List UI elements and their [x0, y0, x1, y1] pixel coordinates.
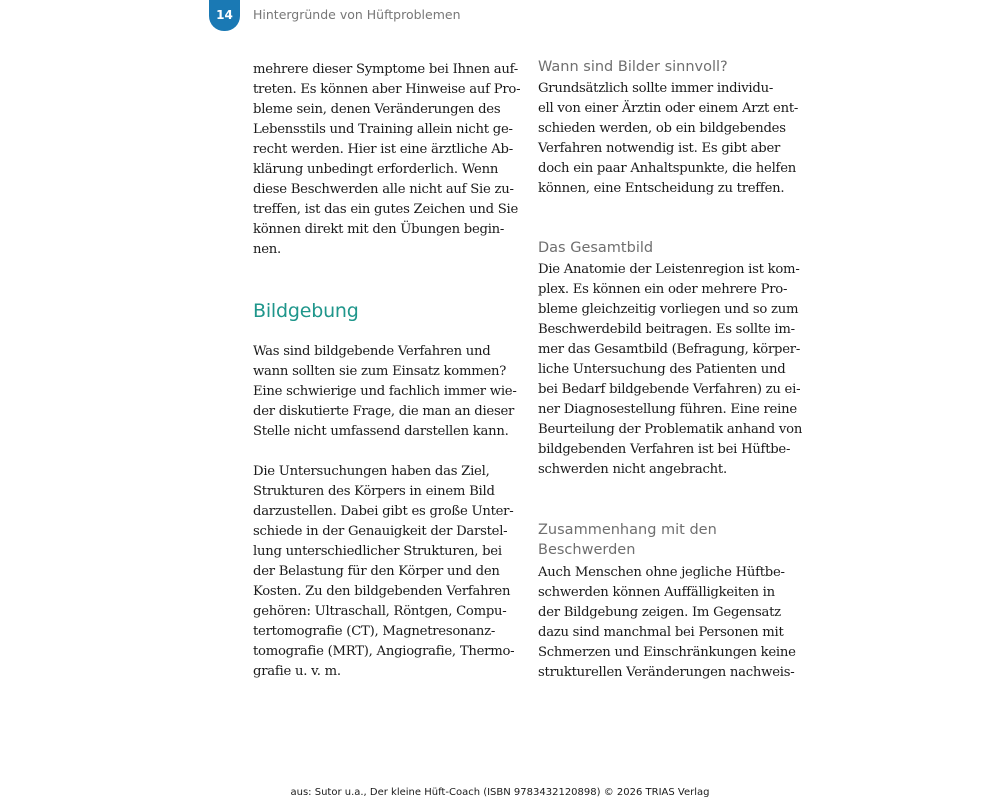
text-line: diese Beschwerden alle nicht auf Sie zu- — [253, 182, 514, 197]
text-line: plex. Es können ein oder mehrere Pro- — [538, 282, 788, 297]
text-line: klärung unbedingt erforderlich. Wenn — [253, 162, 499, 177]
text-line: Die Anatomie der Leistenregion ist kom- — [538, 262, 800, 277]
text-line: Strukturen des Körpers in einem Bild — [253, 484, 495, 499]
text-line: dazu sind manchmal bei Personen mit — [538, 625, 784, 640]
intro-paragraph — [253, 60, 520, 260]
text-line: wann sollten sie zum Einsatz kommen? — [253, 364, 507, 379]
text-line: recht werden. Hier ist eine ärztliche Ab- — [253, 142, 513, 157]
text-line: bleme sein, denen Veränderungen des — [253, 102, 501, 117]
text-line: nen. — [253, 242, 281, 257]
text-line: grafie u. v. m. — [253, 664, 341, 679]
text-line: strukturellen Veränderungen nachweis- — [538, 665, 795, 680]
text-line: treten. Es können aber Hinweise auf Pro- — [253, 82, 521, 97]
text-line: liche Untersuchung des Patienten und — [538, 362, 786, 377]
heading-line: Beschwerden — [538, 542, 636, 558]
text-line: Stelle nicht umfassend darstellen kann. — [253, 424, 509, 439]
text-line: Eine schwierige und fachlich immer wie- — [253, 384, 517, 399]
gesamtbild-paragraph — [538, 260, 802, 480]
text-line: können direkt mit den Übungen begin- — [253, 222, 505, 237]
text-line: ell von einer Ärztin oder einem Arzt ent- — [538, 101, 799, 116]
text-line: schwerden nicht angebracht. — [538, 462, 727, 477]
text-line: der diskutierte Frage, die man an dieser — [253, 404, 515, 419]
text-line: lung unterschiedlicher Strukturen, bei — [253, 544, 502, 559]
subheading-das-gesamtbild: Das Gesamtbild — [538, 240, 654, 256]
subheading-wann-sind-bilder-sinnvoll: Wann sind Bilder sinnvoll? — [538, 59, 728, 75]
text-line: mehrere dieser Symptome bei Ihnen auf- — [253, 62, 518, 77]
text-line: Beschwerdebild beitragen. Es sollte im- — [538, 322, 795, 337]
page-number-badge: 14 — [209, 0, 240, 31]
text-line: tomografie (MRT), Angiografie, Thermo- — [253, 644, 515, 659]
text-line: schiede in der Genauigkeit der Darstel- — [253, 524, 508, 539]
section-heading-bildgebung: Bildgebung — [253, 300, 359, 322]
text-line: doch ein paar Anhaltspunkte, die helfen — [538, 161, 796, 176]
text-line: bleme gleichzeitig vorliegen und so zum — [538, 302, 799, 317]
text-line: Die Untersuchungen haben das Ziel, — [253, 464, 490, 479]
text-line: der Belastung für den Körper und den — [253, 564, 500, 579]
text-line: tertomografie (CT), Magnetresonanz- — [253, 624, 496, 639]
text-line: Beurteilung der Problematik anhand von — [538, 422, 803, 437]
bildgebung-paragraph-2 — [253, 462, 514, 682]
text-line: Lebensstils und Training allein nicht ge- — [253, 122, 513, 137]
text-line: der Bildgebung zeigen. Im Gegensatz — [538, 605, 781, 620]
text-line: Kosten. Zu den bildgebenden Verfahren — [253, 584, 511, 599]
text-line: können, eine Entscheidung zu treffen. — [538, 181, 785, 196]
text-line: mer das Gesamtbild (Befragung, körper- — [538, 342, 801, 357]
text-line: schwerden können Auffälligkeiten in — [538, 585, 775, 600]
text-line: ner Diagnosestellung führen. Eine reine — [538, 402, 797, 417]
heading-line: Zusammenhang mit den — [538, 522, 717, 538]
subheading-zusammenhang-mit-den-beschwerden — [538, 520, 717, 560]
text-line: Schmerzen und Einschränkungen keine — [538, 645, 796, 660]
text-line: Grundsätzlich sollte immer individu- — [538, 81, 774, 96]
wann-paragraph — [538, 79, 798, 199]
text-line: bei Bedarf bildgebende Verfahren) zu ei- — [538, 382, 801, 397]
zusammenhang-paragraph — [538, 563, 796, 683]
text-line: Verfahren notwendig ist. Es gibt aber — [538, 141, 781, 156]
text-line: gehören: Ultraschall, Röntgen, Compu- — [253, 604, 507, 619]
text-line: bildgebenden Verfahren ist bei Hüftbe- — [538, 442, 791, 457]
bildgebung-paragraph-1 — [253, 342, 517, 442]
text-line: darzustellen. Dabei gibt es große Unter- — [253, 504, 514, 519]
running-head-title: Hintergründe von Hüftproblemen — [253, 7, 461, 22]
footer-citation: aus: Sutor u.a., Der kleine Hüft-Coach (ISBN 9783432120898) © 2026 TRIAS Verlag — [290, 787, 710, 798]
text-line: schieden werden, ob ein bildgebendes — [538, 121, 786, 136]
text-line: Was sind bildgebende Verfahren und — [253, 344, 491, 359]
text-line: Auch Menschen ohne jegliche Hüftbe- — [538, 565, 785, 580]
text-line: treffen, ist das ein gutes Zeichen und Sie — [253, 202, 519, 217]
